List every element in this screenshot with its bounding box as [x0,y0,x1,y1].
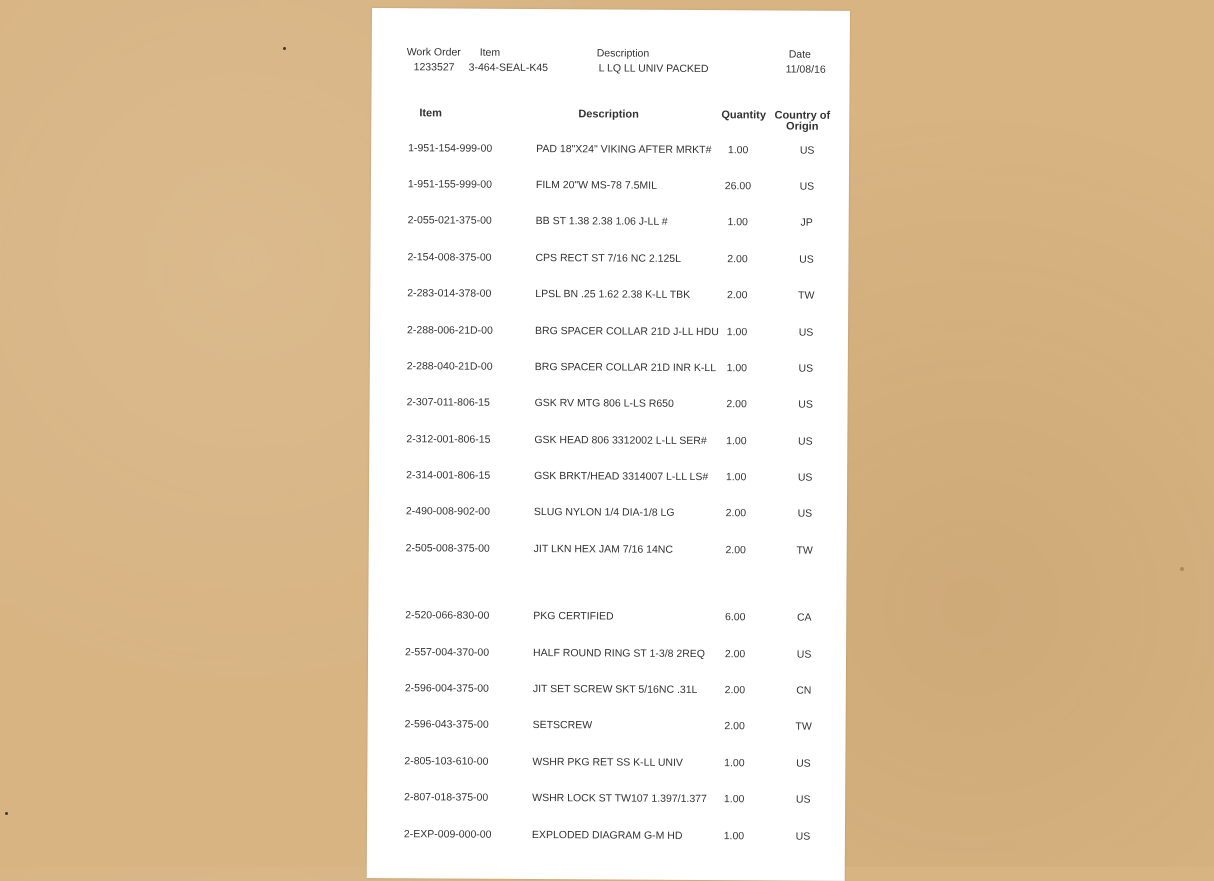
table-row [368,609,846,628]
row-country-of-origin: US [798,362,814,375]
row-country-of-origin: CA [796,611,812,624]
row-description: GSK BRKT/HEAD 3314007 L-LL LS# [534,469,709,484]
row-item-number: 2-288-040-21D-00 [406,360,493,373]
row-country-of-origin: US [799,144,815,157]
row-country-of-origin: US [798,435,813,448]
row-description: FILM 20"W MS-78 7.5MIL [535,179,657,192]
work-order-description: L LQ LL UNIV PACKED [598,62,709,76]
row-description: WSHR PKG RET SS K-LL UNIV [532,755,683,769]
table-row [367,828,845,847]
row-item-number: 2-557-004-370-00 [405,646,490,659]
row-item-number: 2-312-001-806-15 [406,433,491,446]
row-country-of-origin: TW [798,289,815,302]
table-row [369,542,847,561]
row-country-of-origin: US [799,180,815,193]
table-row [370,360,848,379]
row-description: JIT SET SCREW SKT 5/16NC .31L [532,682,698,697]
column-header-country-of-origin [767,110,837,132]
row-item-number: 2-807-018-375-00 [404,791,489,804]
row-description: HALF ROUND RING ST 1-3/8 2REQ [533,646,706,661]
row-quantity: 1.00 [725,471,747,484]
packing-list-sheet [367,8,850,881]
table-row [369,433,847,452]
row-description: CPS RECT ST 7/16 NC 2.125L [535,252,682,265]
row-quantity: 1.00 [726,435,747,448]
column-header-quantity: Quantity [721,109,767,122]
row-description: PKG CERTIFIED [533,609,614,623]
table-row [371,178,849,197]
row-description: SLUG NYLON 1/4 DIA-1/8 LG [533,505,675,519]
row-quantity: 1.00 [726,362,748,375]
row-quantity: 2.00 [725,544,746,557]
row-description: JIT LKN HEX JAM 7/16 14NC [533,542,674,556]
table-row [370,251,848,270]
table-row [368,682,846,701]
speck [1180,567,1184,571]
row-country-of-origin: TW [796,544,813,557]
row-description: GSK HEAD 806 3312002 L-LL SER# [534,434,707,448]
row-country-of-origin: US [798,398,813,411]
row-country-of-origin: US [795,793,811,806]
column-header-country-line2: Origin [786,120,819,133]
row-country-of-origin: US [795,830,811,843]
row-quantity: 2.00 [724,648,746,661]
row-item-number: 2-EXP-009-000-00 [403,828,492,841]
row-description: SETSCREW [532,718,593,732]
row-quantity: 2.00 [726,289,748,302]
row-item-number: 2-307-011-806-15 [406,396,490,409]
row-item-number: 2-288-006-21D-00 [406,324,493,337]
date-label: Date [788,48,811,61]
row-quantity: 1.00 [727,144,749,157]
row-country-of-origin: US [796,757,811,770]
row-quantity: 6.00 [725,611,746,624]
table-row [370,324,848,343]
row-quantity: 2.00 [727,253,748,266]
row-item-number: 1-951-155-999-00 [407,178,493,191]
work-order-label: Work Order [406,46,461,59]
table-row [371,214,849,233]
table-row [367,791,845,810]
row-description: GSK RV MTG 806 L-LS R650 [534,397,674,410]
row-quantity: 1.00 [723,830,745,843]
column-header-description: Description [578,108,639,121]
work-order-date: 11/08/16 [785,63,826,76]
row-description: LPSL BN .25 1.62 2.38 K-LL TBK [535,288,691,301]
row-quantity: 1.00 [723,793,745,806]
row-description: BRG SPACER COLLAR 21D INR K-LL [534,361,717,375]
table-row [368,646,846,665]
row-quantity: 1.00 [726,326,748,339]
row-item-number: 2-520-066-830-00 [405,609,490,622]
row-country-of-origin: JP [800,216,813,229]
row-quantity: 2.00 [724,684,746,697]
row-quantity: 26.00 [724,180,752,193]
row-description: WSHR LOCK ST TW107 1.397/1.377 [532,791,707,806]
row-item-number: 2-314-001-806-15 [406,469,491,482]
speck [283,47,286,50]
table-row [369,469,847,488]
row-item-number: 2-505-008-375-00 [405,542,490,555]
row-quantity: 1.00 [727,216,748,229]
row-country-of-origin: TW [795,720,812,733]
row-country-of-origin: US [797,471,813,484]
table-row [371,142,849,161]
row-item-number: 2-283-014-378-00 [407,287,492,300]
work-order-number: 1233527 [413,61,455,74]
row-description: BB ST 1.38 2.38 1.06 J-LL # [535,215,668,228]
row-item-number: 2-596-043-375-00 [404,718,489,731]
table-row [368,718,846,737]
row-item-number: 1-951-154-999-00 [408,142,493,155]
row-quantity: 2.00 [725,507,747,520]
row-country-of-origin: US [797,507,813,520]
row-quantity: 2.00 [724,720,745,733]
column-header-country-line1: Country of [774,109,831,122]
item-label: Item [479,46,501,59]
table-row [367,755,845,774]
speck [5,812,8,815]
description-label: Description [596,47,650,60]
row-item-number: 2-055-021-375-00 [407,214,492,227]
row-item-number: 2-490-008-902-00 [405,505,491,518]
row-country-of-origin: US [799,253,814,266]
row-quantity: 1.00 [724,757,745,770]
row-item-number: 2-154-008-375-00 [407,251,492,264]
row-description: BRG SPACER COLLAR 21D J-LL HDU [534,325,719,339]
table-row [370,287,848,306]
table-row [369,505,847,524]
row-country-of-origin: CN [796,684,812,697]
row-description: EXPLODED DIAGRAM G-M HD [531,828,683,842]
row-country-of-origin: US [798,326,814,339]
work-order-item: 3-464-SEAL-K45 [468,61,549,75]
row-item-number: 2-805-103-610-00 [404,755,489,768]
row-country-of-origin: US [796,648,812,661]
column-header-item: Item [419,107,443,120]
row-item-number: 2-596-004-375-00 [404,682,489,695]
row-quantity: 2.00 [726,398,747,411]
row-description: PAD 18"X24" VIKING AFTER MRKT# [536,143,712,157]
table-row [370,396,848,415]
